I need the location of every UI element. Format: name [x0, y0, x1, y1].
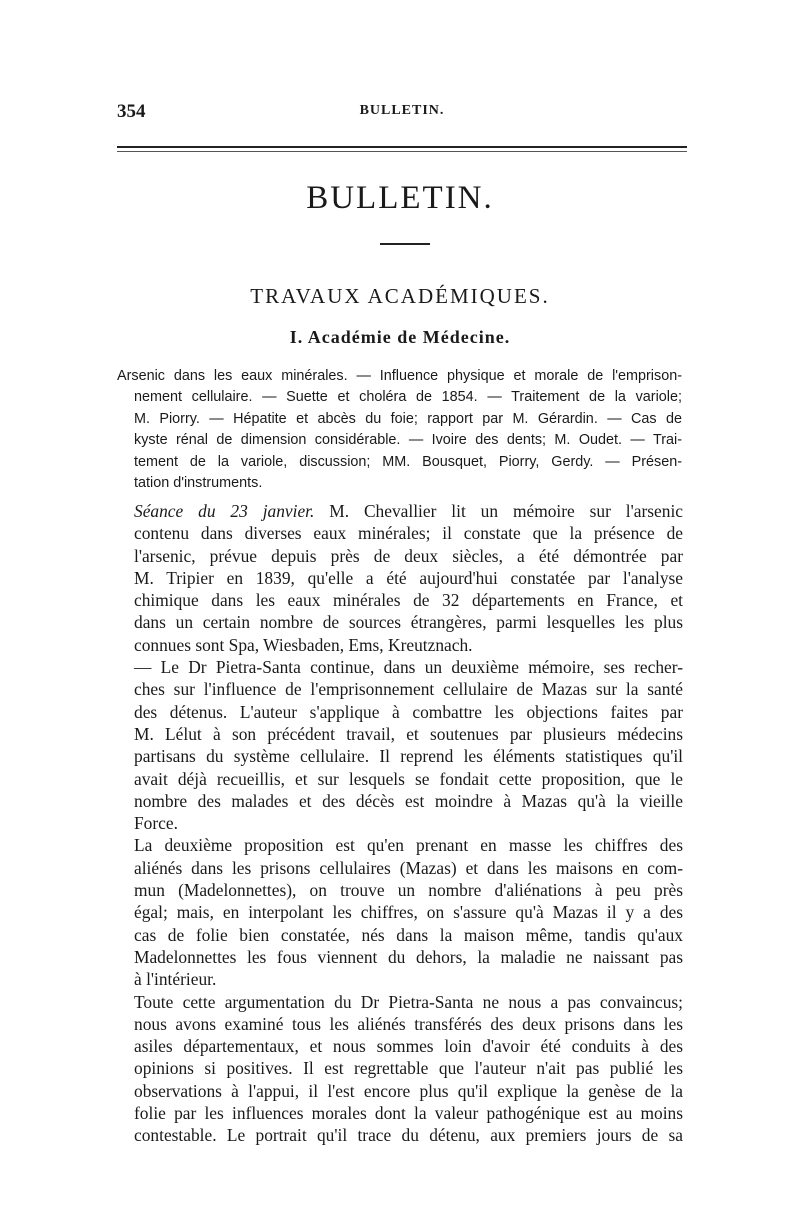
- body-line: cas de folie bien constatée, nés dans la maison même, tandis qu'aux: [134, 924, 683, 945]
- session-date: Séance du 23 janvier.: [134, 501, 315, 521]
- body-text: [117, 500, 683, 1147]
- body-line: dans un certain nombre de sources étrangères, parmi lesquelles les plus: [134, 612, 683, 633]
- body-line: opinions si positives. Il est regrettable que l'auteur n'ait pas publié les: [134, 1058, 683, 1079]
- body-line: Madelonnettes les fous viennent du dehors, la maladie ne naissant pas: [134, 946, 683, 967]
- body-line: chimique dans les eaux minérales de 32 départements en France, et: [134, 590, 683, 611]
- title-rule: [380, 243, 430, 245]
- summary-line: Arsenic dans les eaux minérales. — Influence physique et morale de l'emprison-: [117, 368, 682, 384]
- body-line: nous avons examiné tous les aliénés transférés des deux prisons dans les: [134, 1013, 683, 1034]
- body-line: aliénés dans les prisons cellulaires (Mazas) et dans les maisons en com-: [134, 857, 683, 878]
- subsection-title: I. Académie de Médecine.: [289, 327, 511, 347]
- header-rule: [117, 146, 687, 152]
- body-line: ches sur l'influence de l'emprisonnement cellulaire de Mazas sur la santé: [134, 679, 683, 700]
- body-line: M. Tripier en 1839, qu'elle a été aujourd'hui constatée par l'analyse: [134, 567, 683, 588]
- summary-line: nement cellulaire. — Suette et choléra de 1854. — Traitement de la variole;: [134, 389, 682, 406]
- page-number: 354: [117, 101, 146, 122]
- summary-line: tement de la variole, discussion; MM. Bousquet, Piorry, Gerdy. — Présen-: [134, 453, 682, 470]
- summary-line: M. Piorry. — Hépatite et abcès du foie; rapport par M. Gérardin. — Cas de: [134, 410, 682, 427]
- body-line: des détenus. L'auteur s'applique à combattre les objections faites par: [134, 701, 683, 722]
- body-line: Force.: [134, 813, 178, 834]
- body-line: partisans du système cellulaire. Il reprend les éléments statistiques qu'il: [134, 746, 683, 767]
- main-title: BULLETIN.: [306, 180, 494, 216]
- body-line: M. Lélut à son précédent travail, et soutenues par plusieurs médecins: [134, 723, 683, 744]
- section-title: TRAVAUX ACADÉMIQUES.: [250, 284, 550, 308]
- body-line: l'arsenic, prévue depuis près de deux siècles, a été démontrée par: [134, 545, 683, 566]
- summary-line: kyste rénal de dimension considérable. — Ivoire des dents; M. Oudet. — Trai-: [134, 432, 682, 449]
- paragraph-4: [117, 991, 683, 1147]
- paragraph-1: [117, 500, 683, 656]
- body-line: folie par les influences morales dont la valeur pathogénique est au moins: [134, 1103, 683, 1124]
- body-line-text: M. Chevallier lit un mémoire sur l'arsenic: [314, 501, 683, 521]
- body-line: mun (Madelonnettes), on trouve un nombre d'aliénations à peu près: [134, 880, 683, 901]
- body-line: nombre des malades et des décès est moindre à Mazas qu'à la vieille: [134, 790, 683, 811]
- running-head: [117, 101, 687, 127]
- summary: [117, 366, 682, 494]
- body-line: Toute cette argumentation du Dr Pietra-Santa ne nous a pas convaincus;: [134, 991, 683, 1012]
- body-line: observations à l'appui, il l'est encore plus qu'il explique la genèse de la: [134, 1080, 683, 1101]
- body-line: [117, 500, 683, 522]
- body-line: contestable. Le portrait qu'il trace du détenu, aux premiers jours de sa: [134, 1125, 683, 1146]
- body-line: à l'intérieur.: [134, 969, 217, 990]
- body-line: contenu dans diverses eaux minérales; il constate que la présence de: [134, 523, 683, 544]
- body-line: asiles départementaux, et nous sommes loin d'avoir été conduits à des: [134, 1036, 683, 1057]
- body-line: La deuxième proposition est qu'en prenant en masse les chiffres des: [134, 835, 683, 856]
- summary-line: tation d'instruments.: [134, 475, 263, 492]
- body-line: connues sont Spa, Wiesbaden, Ems, Kreutznach.: [134, 634, 473, 655]
- paragraph-3: [117, 834, 683, 990]
- body-line: égal; mais, en interpolant les chiffres, on s'assure qu'à Mazas il y a des: [134, 902, 683, 923]
- running-title: BULLETIN.: [359, 103, 445, 118]
- body-line: — Le Dr Pietra-Santa continue, dans un deuxième mémoire, ses recher-: [134, 657, 683, 678]
- body-line: avait déjà recueillis, et sur lesquels se fondait cette proposition, que le: [134, 768, 683, 789]
- paragraph-2: [117, 656, 683, 834]
